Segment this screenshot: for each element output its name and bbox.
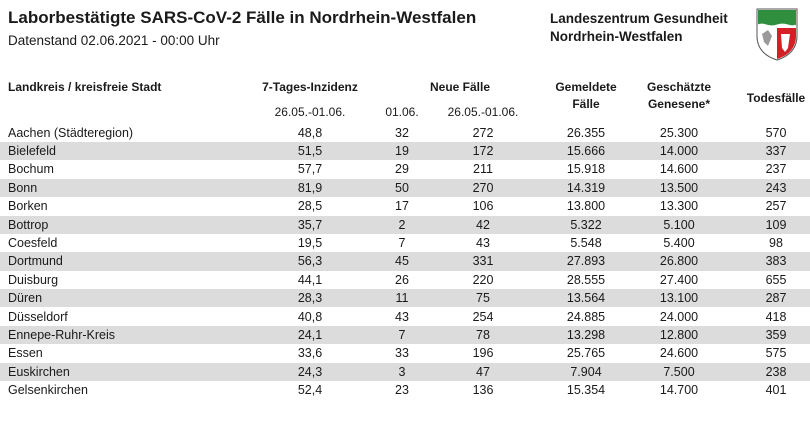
table-row [0,197,810,215]
cell-landkreis: Düsseldorf [8,309,68,324]
cell-neue-faelle-tag: 50 [395,180,409,195]
column-header-todesfaelle: Todesfälle [746,91,806,105]
cell-gemeldete-faelle: 13.800 [566,199,606,214]
cell-geschaetzte-genesene: 27.400 [659,272,699,287]
cell-todesfaelle: 337 [765,143,787,158]
cell-landkreis: Bochum [8,162,54,177]
table-row [0,124,810,142]
cell-inzidenz: 28,3 [297,291,323,306]
cell-landkreis: Ennepe-Ruhr-Kreis [8,327,115,342]
cell-todesfaelle: 287 [765,291,787,306]
cell-neue-faelle-woche: 106 [472,199,494,214]
table-row [0,381,810,399]
cell-neue-faelle-tag: 45 [395,254,409,269]
table-row [0,234,810,252]
cell-neue-faelle-woche: 196 [472,346,494,361]
cell-gemeldete-faelle: 13.298 [566,327,606,342]
page-title: Laborbestätigte SARS-CoV-2 Fälle in Nordrhein-Westfalen [8,8,477,27]
table-row [0,271,810,289]
cell-inzidenz: 40,8 [297,309,323,324]
organization-line-1: Landeszentrum Gesundheit [550,11,728,26]
cell-geschaetzte-genesene: 12.800 [659,327,699,342]
table-row [0,216,810,234]
cell-neue-faelle-tag: 7 [398,327,406,342]
cell-neue-faelle-tag: 17 [395,199,409,214]
cell-neue-faelle-tag: 11 [395,291,409,306]
cell-landkreis: Bottrop [8,217,49,232]
cell-todesfaelle: 237 [765,162,787,177]
cell-gemeldete-faelle: 27.893 [566,254,606,269]
cell-todesfaelle: 98 [769,235,783,250]
cell-landkreis: Essen [8,346,43,361]
cell-landkreis: Borken [8,199,48,214]
subheader-neue-tag: 01.06. [385,105,419,119]
cell-todesfaelle: 401 [765,383,787,398]
cell-geschaetzte-genesene: 13.300 [659,199,699,214]
cell-landkreis: Dortmund [8,254,63,269]
cell-neue-faelle-tag: 43 [395,309,409,324]
cell-neue-faelle-woche: 43 [476,235,490,250]
cell-geschaetzte-genesene: 14.000 [659,143,699,158]
cell-inzidenz: 19,5 [297,235,323,250]
cell-neue-faelle-woche: 220 [472,272,494,287]
cell-neue-faelle-tag: 2 [398,217,406,232]
organization-name [550,10,728,46]
cell-geschaetzte-genesene: 13.500 [659,180,699,195]
subheader-inzidenz-period: 26.05.-01.06. [274,105,346,119]
cell-neue-faelle-woche: 211 [473,162,493,177]
cell-neue-faelle-woche: 78 [476,327,490,342]
table-row [0,142,810,160]
cell-neue-faelle-woche: 42 [476,217,490,232]
cell-geschaetzte-genesene: 5.100 [663,217,695,232]
cell-neue-faelle-woche: 75 [476,291,490,306]
cell-geschaetzte-genesene: 25.300 [659,125,699,140]
cell-geschaetzte-genesene: 14.700 [659,383,699,398]
cell-gemeldete-faelle: 25.765 [566,346,606,361]
cell-neue-faelle-tag: 26 [395,272,409,287]
cell-landkreis: Duisburg [8,272,59,287]
table-row [0,326,810,344]
organization-line-2: Nordrhein-Westfalen [550,29,683,44]
cell-landkreis: Bielefeld [8,143,56,158]
column-header-landkreis: Landkreis / kreisfreie Stadt [8,80,162,94]
cell-todesfaelle: 575 [765,346,787,361]
cell-neue-faelle-woche: 331 [472,254,494,269]
cell-todesfaelle: 243 [765,180,787,195]
cell-gemeldete-faelle: 26.355 [566,125,606,140]
cell-gemeldete-faelle: 5.548 [570,235,602,250]
column-header-gemeldete: Gemeldete [555,80,617,94]
table-row [0,160,810,178]
cell-todesfaelle: 655 [765,272,787,287]
column-header-gemeldete-faelle: Fälle [572,97,600,111]
cell-inzidenz: 57,7 [297,162,323,177]
cell-neue-faelle-tag: 19 [395,143,409,158]
cell-gemeldete-faelle: 24.885 [566,309,606,324]
column-header-neue-faelle: Neue Fälle [429,80,491,94]
cell-geschaetzte-genesene: 24.600 [659,346,699,361]
subheader-neue-woche: 26.05.-01.06. [447,105,519,119]
cell-neue-faelle-tag: 7 [398,235,406,250]
cell-todesfaelle: 418 [765,309,787,324]
cell-gemeldete-faelle: 7.904 [570,364,602,379]
table-row [0,344,810,362]
table-row [0,308,810,326]
cell-neue-faelle-woche: 172 [472,143,494,158]
cell-inzidenz: 24,3 [297,364,323,379]
cell-gemeldete-faelle: 28.555 [566,272,606,287]
cell-gemeldete-faelle: 15.918 [566,162,606,177]
cell-todesfaelle: 359 [765,327,787,342]
data-timestamp: Datenstand 02.06.2021 - 00:00 Uhr [8,33,220,48]
cell-inzidenz: 52,4 [297,383,323,398]
cell-geschaetzte-genesene: 7.500 [663,364,695,379]
table-row [0,179,810,197]
cell-todesfaelle: 109 [765,217,787,232]
column-header-genesene: Genesene* [647,97,711,111]
cell-neue-faelle-woche: 272 [472,125,494,140]
table-row [0,289,810,307]
cell-landkreis: Düren [8,291,43,306]
cell-gemeldete-faelle: 13.564 [566,291,606,306]
cell-inzidenz: 24,1 [297,327,323,342]
cell-landkreis: Euskirchen [8,364,70,379]
cell-inzidenz: 51,5 [297,143,323,158]
cell-geschaetzte-genesene: 24.000 [659,309,699,324]
table-row [0,363,810,381]
cell-geschaetzte-genesene: 5.400 [663,235,695,250]
cell-neue-faelle-tag: 23 [395,383,409,398]
cell-todesfaelle: 383 [765,254,787,269]
cell-gemeldete-faelle: 5.322 [570,217,602,232]
cell-geschaetzte-genesene: 14.600 [659,162,699,177]
cell-gemeldete-faelle: 15.354 [566,383,606,398]
cell-geschaetzte-genesene: 26.800 [659,254,699,269]
cell-landkreis: Gelsenkirchen [8,383,88,398]
cell-todesfaelle: 570 [765,125,787,140]
cell-inzidenz: 28,5 [297,199,323,214]
cell-landkreis: Aachen (Städteregion) [8,125,134,140]
cell-gemeldete-faelle: 14.319 [566,180,606,195]
cell-neue-faelle-tag: 3 [398,364,406,379]
cell-neue-faelle-tag: 29 [395,162,409,177]
cell-inzidenz: 35,7 [297,217,323,232]
cell-landkreis: Bonn [8,180,38,195]
cell-landkreis: Coesfeld [8,235,58,250]
cell-inzidenz: 56,3 [297,254,323,269]
table-row [0,252,810,270]
cell-todesfaelle: 257 [765,199,787,214]
column-header-geschaetzte: Geschätzte [646,80,712,94]
cell-todesfaelle: 238 [765,364,787,379]
cell-neue-faelle-woche: 254 [472,309,494,324]
cell-neue-faelle-woche: 136 [472,383,494,398]
cell-inzidenz: 48,8 [297,125,323,140]
cell-neue-faelle-woche: 47 [476,364,490,379]
cell-gemeldete-faelle: 15.666 [566,143,606,158]
cell-inzidenz: 81,9 [297,180,323,195]
nrw-crest-icon [754,6,800,62]
cell-neue-faelle-tag: 33 [395,346,409,361]
cell-geschaetzte-genesene: 13.100 [659,291,699,306]
column-header-inzidenz: 7-Tages-Inzidenz [262,80,358,94]
cell-neue-faelle-tag: 32 [395,125,409,140]
cell-inzidenz: 44,1 [297,272,323,287]
cell-neue-faelle-woche: 270 [472,180,494,195]
cell-inzidenz: 33,6 [297,346,323,361]
